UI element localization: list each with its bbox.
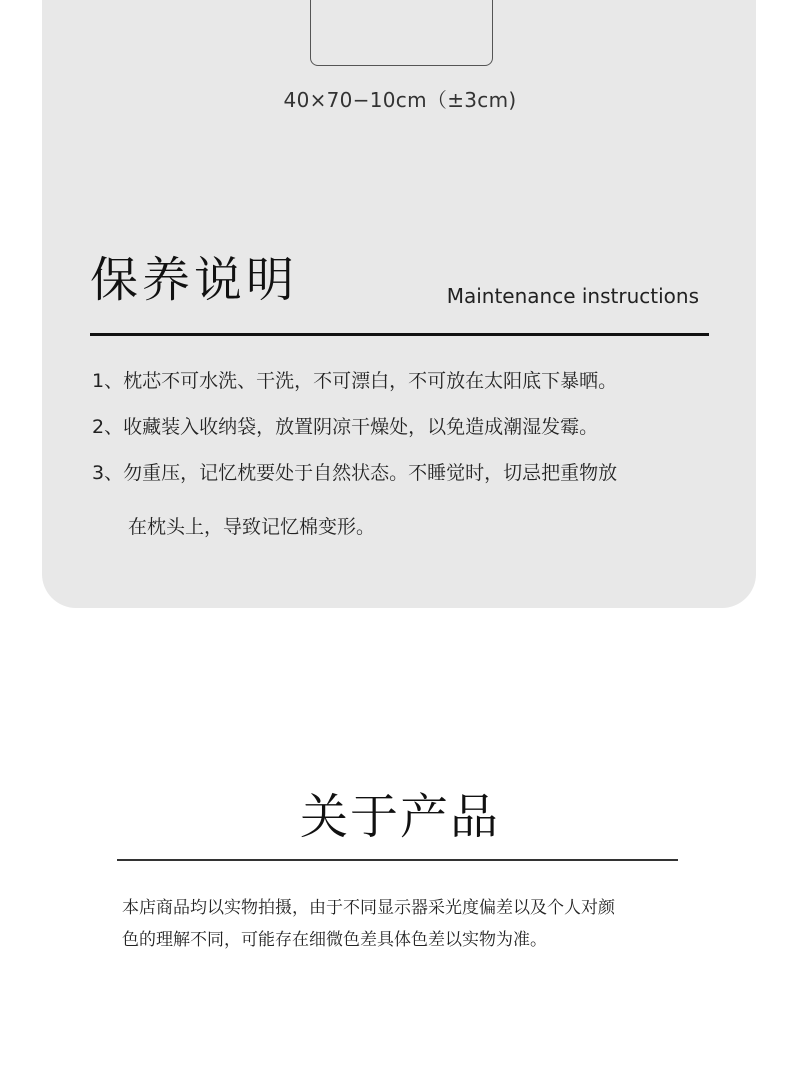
- maintenance-list: [92, 364, 732, 544]
- maintenance-item: 2、收藏装入收纳袋，放置阴凉干燥处，以免造成潮湿发霉。: [92, 416, 599, 438]
- maintenance-item: 3、勿重压，记忆枕要处于自然状态。不睡觉时，切忌把重物放: [92, 462, 618, 484]
- maintenance-subtitle: Maintenance instructions: [446, 284, 699, 308]
- maintenance-item: 1、枕芯不可水洗、干洗，不可漂白，不可放在太阳底下暴晒。: [92, 370, 618, 392]
- about-description: [122, 892, 682, 956]
- maintenance-item-continued: 在枕头上，导致记忆棉变形。: [128, 516, 376, 538]
- pillow-outline-illustration: [310, 0, 493, 66]
- maintenance-divider: [90, 333, 709, 336]
- about-divider: [117, 859, 678, 861]
- maintenance-title: 保养说明: [90, 252, 299, 308]
- about-line: 本店商品均以实物拍摄，由于不同显示器采光度偏差以及个人对颜: [122, 898, 615, 918]
- about-line: 色的理解不同，可能存在细微色差具体色差以实物为准。: [122, 930, 547, 950]
- pillow-dimensions: 40×70−10cm（±3cm): [283, 88, 517, 112]
- about-title: 关于产品: [299, 789, 500, 845]
